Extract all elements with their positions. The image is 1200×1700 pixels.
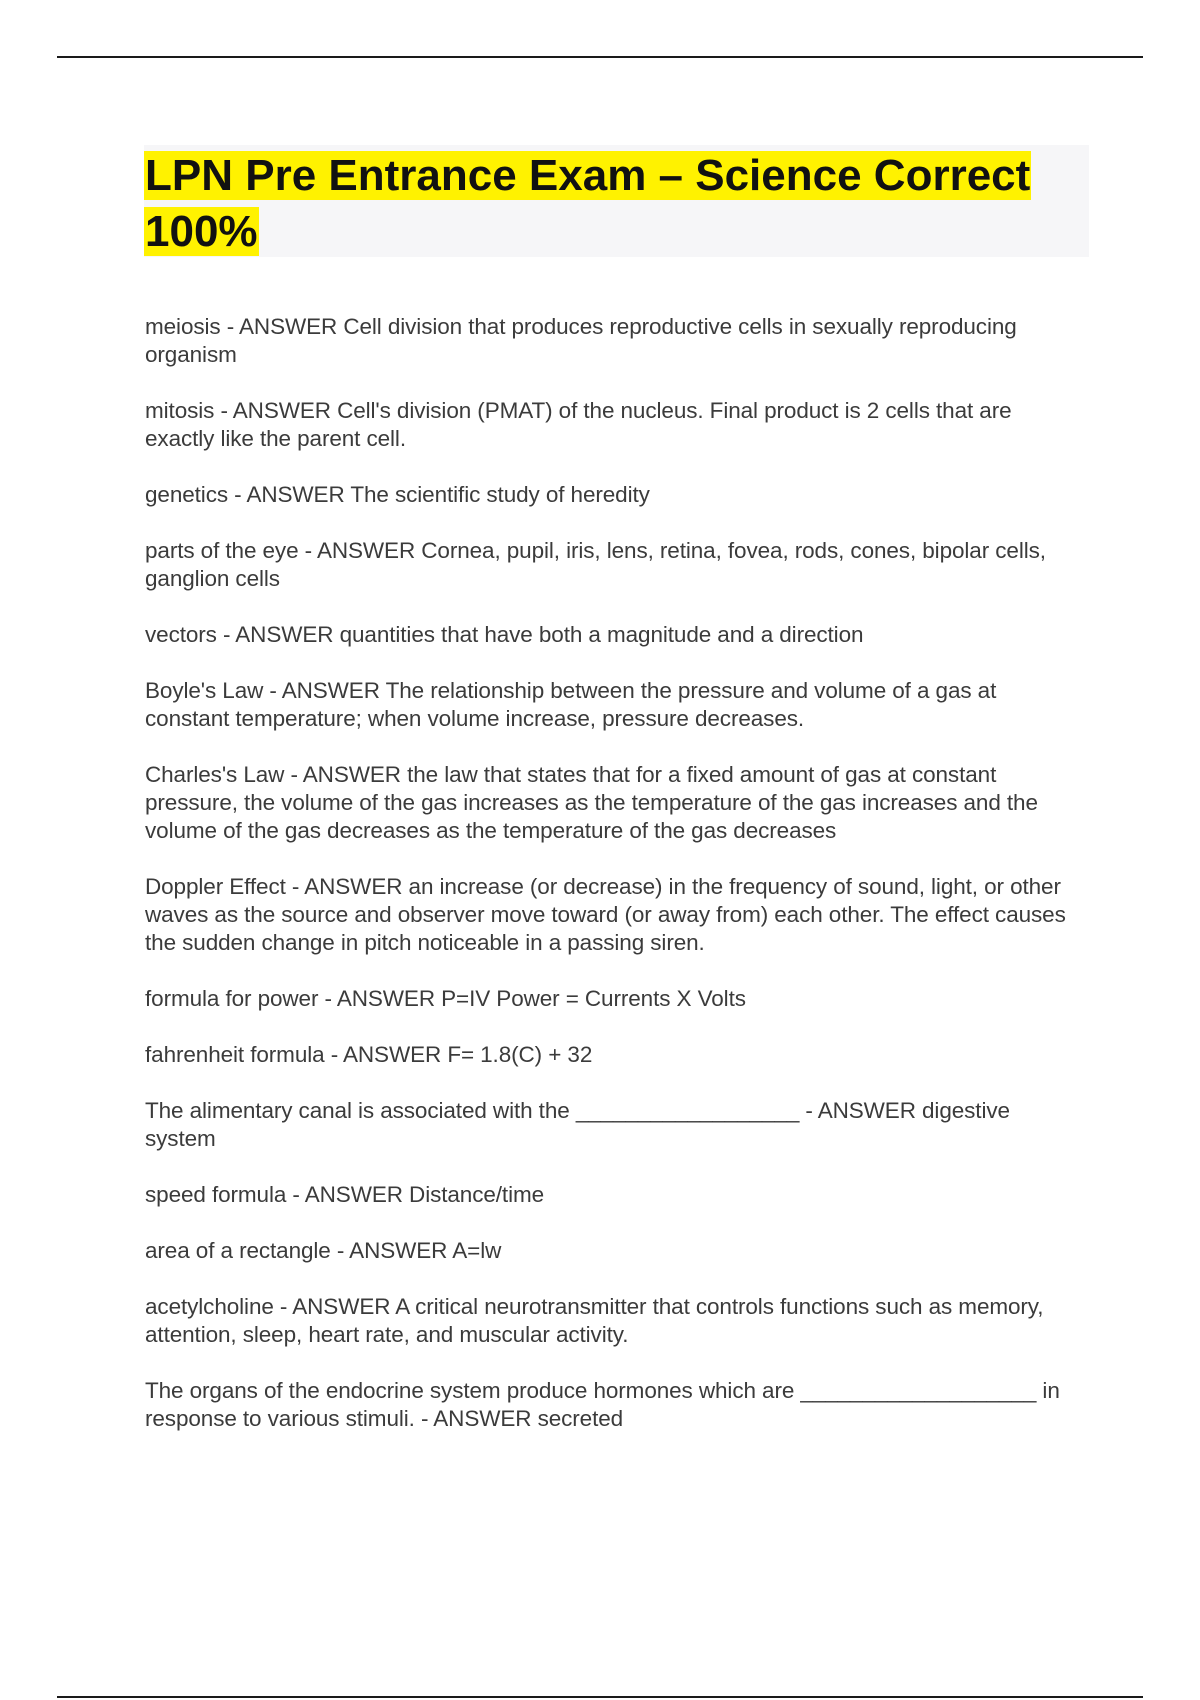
list-item: Charles's Law - ANSWER the law that states that for a fixed amount of gas at constant pressure, the volume of the gas increases as the temperature of the gas increases and the volume of the gas decreases as the temperature of the gas decreases xyxy=(145,762,1038,843)
list-item: vectors - ANSWER quantities that have both a magnitude and a direction xyxy=(145,622,864,647)
list-item: acetylcholine - ANSWER A critical neurotransmitter that controls functions such as memory, attention, sleep, heart rate, and muscular activity. xyxy=(145,1294,1044,1347)
list-item: area of a rectangle - ANSWER A=lw xyxy=(145,1238,502,1263)
title-highlight: LPN Pre Entrance Exam – Science Correct 100% xyxy=(145,151,1031,256)
list-item: Boyle's Law - ANSWER The relationship between the pressure and volume of a gas at constant temperature; when volume increase, pressure decreases. xyxy=(145,678,997,731)
list-item: The alimentary canal is associated with the __________________ - ANSWER digestive system xyxy=(145,1098,1010,1151)
list-item: meiosis - ANSWER Cell division that produces reproductive cells in sexually reproducing organism xyxy=(145,314,1017,367)
page-title xyxy=(144,148,1044,260)
list-item: The organs of the endocrine system produce hormones which are ___________________ in response to various stimuli. - ANSWER secreted xyxy=(145,1378,1060,1431)
list-item: formula for power - ANSWER P=IV Power = Currents X Volts xyxy=(145,986,746,1011)
bottom-rule xyxy=(57,1696,1143,1698)
list-item: parts of the eye - ANSWER Cornea, pupil, iris, lens, retina, fovea, rods, cones, bipolar cells, ganglion cells xyxy=(145,538,1046,591)
list-item: speed formula - ANSWER Distance/time xyxy=(145,1182,545,1207)
top-rule xyxy=(57,56,1143,58)
list-item: fahrenheit formula - ANSWER F= 1.8(C) + 32 xyxy=(145,1042,593,1067)
list-item: Doppler Effect - ANSWER an increase (or decrease) in the frequency of sound, light, or other waves as the source and observer move toward (or away from) each other. The effect causes the sudden change in pitch noticeable in a passing siren. xyxy=(145,874,1066,955)
list-item: genetics - ANSWER The scientific study of heredity xyxy=(145,482,650,507)
qa-list xyxy=(145,313,1085,1461)
list-item: mitosis - ANSWER Cell's division (PMAT) of the nucleus. Final product is 2 cells that are exactly like the parent cell. xyxy=(145,398,1012,451)
